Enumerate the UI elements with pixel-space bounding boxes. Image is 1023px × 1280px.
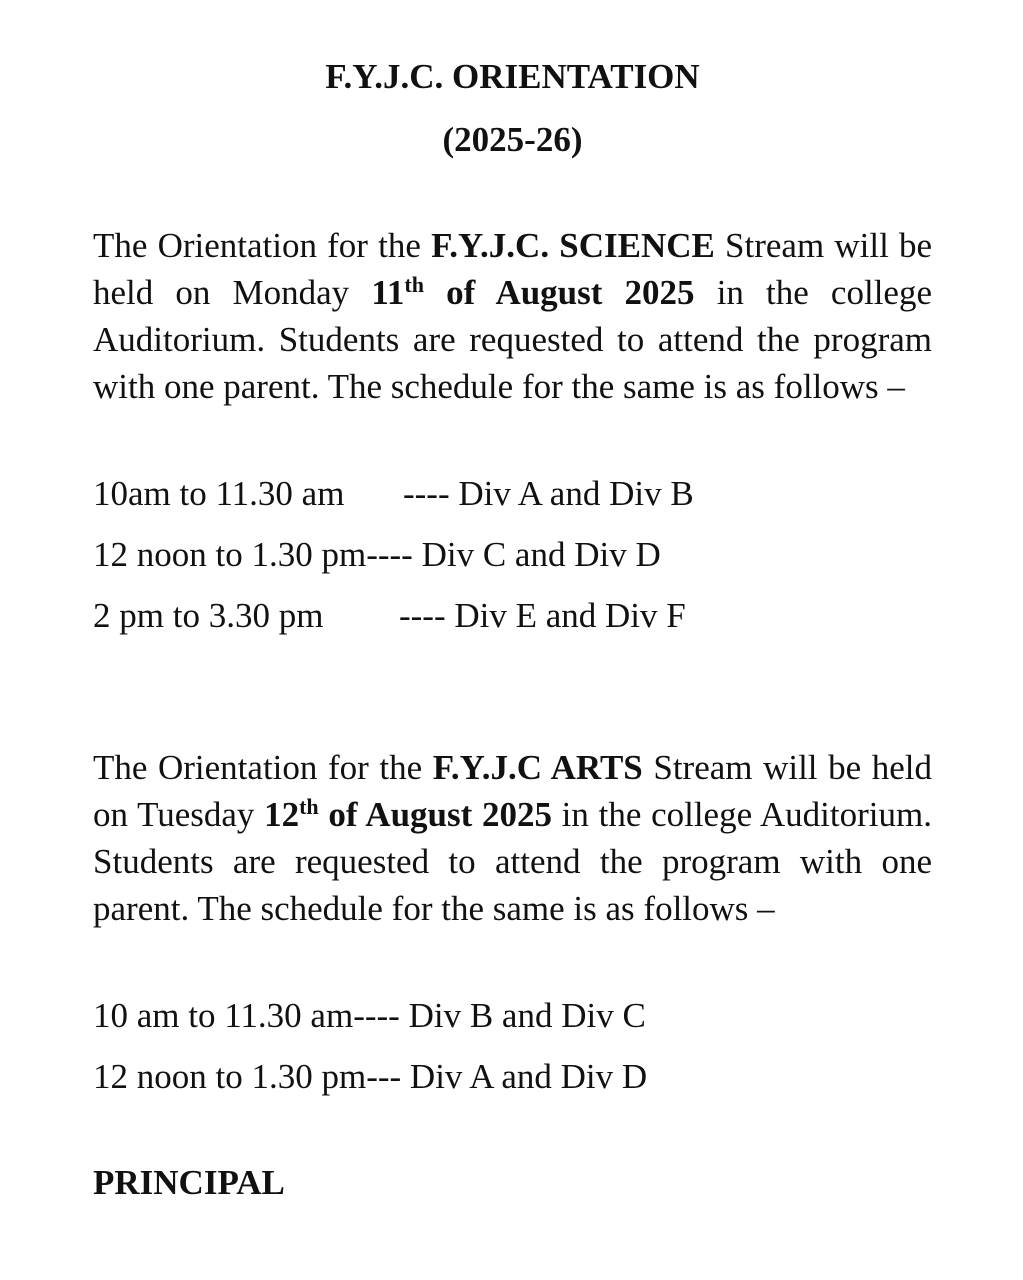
schedule-divisions: ---- Div C and Div D [366, 535, 661, 574]
science-intro-text-2: Stream will be held on Monday [93, 226, 932, 312]
arts-intro-text-3: in the college Auditorium. Students are requested to attend the program with one parent. The schedule for the same is as follows – [93, 795, 932, 928]
science-schedule-row [93, 596, 686, 636]
arts-day-number: 12 [264, 795, 300, 834]
schedule-divisions: ---- Div B and Div C [353, 996, 646, 1035]
science-day-number: 11 [371, 273, 405, 312]
science-orientation-paragraph [93, 222, 932, 410]
notice-title: F.Y.J.C. ORIENTATION [325, 57, 700, 96]
arts-schedule-row [93, 1057, 647, 1097]
arts-schedule-row [93, 996, 646, 1036]
academic-year: (2025-26) [442, 120, 583, 159]
schedule-time: 10am to 11.30 am [93, 474, 345, 513]
arts-intro-text-2: Stream will be held on Tuesday [93, 748, 932, 834]
science-intro-text-3: in the college Auditorium. Students are requested to attend the program with one parent. The schedule for the same is as follows – [93, 273, 932, 406]
schedule-time: 10 am to 11.30 am [93, 996, 354, 1035]
schedule-time: 12 noon to 1.30 pm [93, 535, 367, 574]
science-date-month-year: of August 2025 [423, 273, 695, 312]
schedule-time: 2 pm to 3.30 pm [93, 596, 324, 635]
science-schedule-row [93, 535, 661, 575]
arts-stream-name: F.Y.J.C ARTS [432, 748, 643, 787]
science-intro-text: The Orientation for the [93, 226, 432, 265]
arts-intro-text: The Orientation for the [93, 748, 433, 787]
schedule-time: 12 noon to 1.30 pm [93, 1057, 367, 1096]
arts-day-suffix: th [299, 794, 319, 819]
arts-date-month-year: of August 2025 [318, 795, 552, 834]
schedule-divisions: ---- Div E and Div F [399, 596, 686, 635]
science-schedule-row [93, 474, 694, 514]
schedule-divisions: ---- Div A and Div B [403, 474, 694, 513]
signature-principal: PRINCIPAL [93, 1163, 285, 1202]
science-day-suffix: th [404, 272, 424, 297]
schedule-divisions: --- Div A and Div D [366, 1057, 648, 1096]
arts-orientation-paragraph [93, 744, 932, 932]
arts-date [264, 795, 552, 834]
science-date [371, 273, 694, 312]
science-stream-name: F.Y.J.C. SCIENCE [431, 226, 715, 265]
